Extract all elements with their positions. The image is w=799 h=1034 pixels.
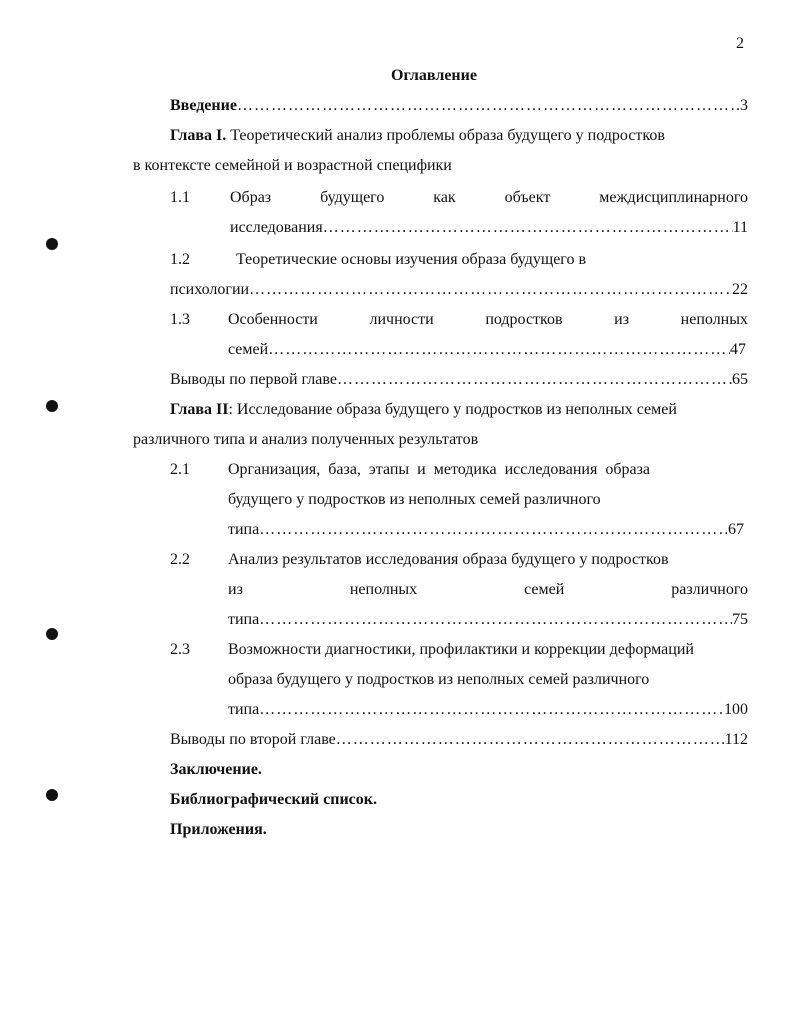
chapter-title-line: : Исследование образа будущего у подростков из неполных семей (228, 401, 677, 418)
toc-entry-label: типа (228, 611, 260, 628)
word: неполных (349, 581, 418, 598)
chapter-title-line: в контексте семейной и возрастной специфики (133, 157, 452, 174)
toc-chapter-1-title[interactable] (170, 126, 665, 146)
dot-leader (249, 280, 732, 300)
toc-chapter-2-title[interactable] (170, 400, 677, 420)
toc-entry-2-3[interactable] (228, 700, 748, 720)
toc-entry-intro[interactable] (170, 96, 748, 116)
section-title-line: Анализ результатов исследования образа будущего у подростков (228, 551, 669, 568)
word: неполных (680, 311, 748, 328)
dot-leader (259, 700, 724, 720)
toc-page-number: 47 (730, 341, 746, 358)
word: Образ (230, 189, 272, 206)
toc-entry-label: Выводы по первой главе (170, 371, 337, 388)
punch-hole (46, 400, 58, 412)
toc-page-number: 75 (732, 611, 748, 628)
section-number: 2.1 (170, 461, 190, 478)
section-title-line (228, 310, 748, 330)
dot-leader (259, 520, 728, 540)
word: из (614, 311, 630, 328)
toc-entry-2-1[interactable] (228, 520, 744, 540)
punch-hole (46, 238, 58, 250)
toc-entry-conclusion-2[interactable] (170, 730, 748, 750)
word: будущего (320, 189, 385, 206)
toc-page-number: 67 (728, 521, 744, 538)
toc-entry-1-1[interactable] (230, 218, 748, 238)
toc-entry-conclusion-1[interactable] (170, 370, 748, 390)
section-number: 1.1 (170, 189, 190, 206)
toc-entry-label: семей (228, 341, 269, 358)
chapter-label: Глава I. (170, 127, 227, 144)
toc-title: Оглавление (391, 67, 477, 84)
word: подростков (485, 311, 563, 328)
dot-leader (323, 218, 733, 238)
section-title-line: будущего у подростков из неполных семей различного (228, 491, 601, 508)
punch-hole (46, 789, 58, 801)
toc-page-number: 100 (724, 701, 748, 718)
word: семей (524, 581, 565, 598)
dot-leader (259, 610, 732, 630)
toc-entry-label: психологии (170, 281, 250, 298)
dot-leader (336, 730, 725, 750)
toc-entry-label: типа (228, 521, 260, 538)
toc-page-number: 22 (732, 281, 748, 298)
section-title-line: Возможности диагностики, профилактики и коррекции деформаций (228, 641, 694, 658)
word: Особенности (228, 311, 318, 328)
chapter-label: Глава II (170, 401, 229, 418)
dot-leader (337, 370, 732, 390)
section-title-line: Теоретические основы изучения образа будущего в (236, 251, 587, 268)
toc-entry-label: типа (228, 701, 260, 718)
toc-entry-label: Введение (170, 97, 237, 114)
chapter-title-line: различного типа и анализ полученных результатов (133, 431, 479, 448)
word: междисциплинарного (599, 189, 748, 206)
word: различного (671, 581, 748, 598)
toc-entry-1-2[interactable] (170, 280, 748, 300)
toc-page-number: 65 (732, 371, 748, 388)
toc-entry-label: исследования (230, 219, 323, 236)
toc-entry-2-2[interactable] (228, 610, 748, 630)
word: личности (369, 311, 434, 328)
word: объект (504, 189, 551, 206)
punch-hole (46, 628, 58, 640)
section-title-line: образа будущего у подростков из неполных семей различного (228, 671, 650, 688)
toc-entry-label: Выводы по второй главе (170, 731, 336, 748)
section-title-line (230, 188, 748, 208)
toc-entry-conclusion[interactable]: Заключение. (170, 761, 262, 778)
toc-page-number: 3 (740, 97, 748, 114)
chapter-title-line: Теоретический анализ проблемы образа будущего у подростков (230, 127, 665, 144)
toc-page-number: 112 (724, 731, 748, 748)
dot-leader (268, 340, 730, 360)
section-title-line (228, 580, 748, 600)
section-title-line: Организация, база, этапы и методика исследования образа (228, 461, 650, 478)
word: как (433, 189, 456, 206)
section-number: 1.3 (170, 311, 190, 328)
toc-entry-1-3[interactable] (228, 340, 746, 360)
toc-entry-bibliography[interactable]: Библиографический список. (170, 791, 377, 808)
section-number: 2.2 (170, 551, 190, 568)
word: из (228, 581, 243, 598)
page-number: 2 (736, 35, 744, 52)
section-number: 2.3 (170, 641, 190, 658)
toc-page-number: 11 (732, 219, 748, 236)
section-number: 1.2 (170, 251, 190, 268)
toc-entry-appendices[interactable]: Приложения. (170, 821, 267, 838)
dot-leader (237, 96, 740, 116)
